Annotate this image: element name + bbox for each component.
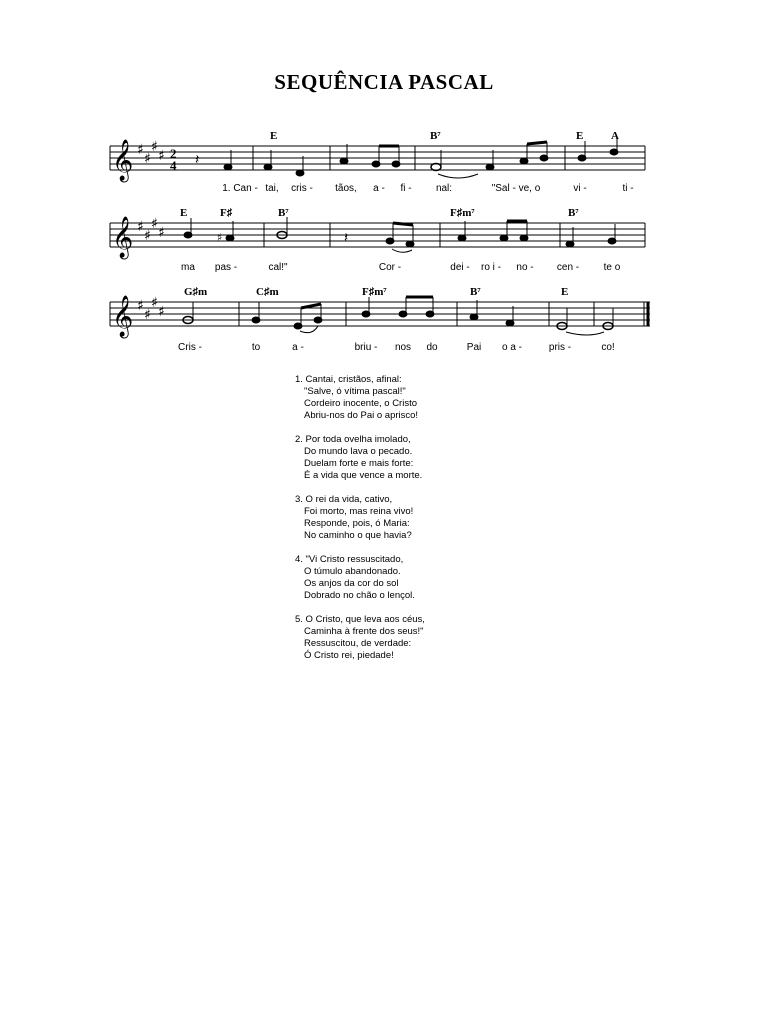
chord-symbol: E [180,207,188,219]
lyric-syllable: tai, [265,183,279,194]
treble-clef-icon: 𝄞 [112,217,134,258]
svg-text:♯: ♯ [151,216,158,232]
lyric-syllable: tãos, [335,183,357,194]
time-sig-bottom: 4 [170,158,177,173]
lyric-syllable: nal: [435,183,453,194]
lyric-syllable: cal!" [268,262,288,273]
chord-symbol: B⁷ [568,207,579,219]
lyric-syllable: Cris - [178,342,202,353]
verse-line: Os anjos da cor do sol [304,578,399,589]
lyric-syllable: nos [394,342,412,353]
notes-system-1 [195,136,618,178]
verse-line: 3. O rei da vida, cativo, [295,494,393,505]
verse-line: Duelam forte e mais forte: [304,458,414,469]
svg-text:♯: ♯ [151,139,158,155]
chord-symbol: B⁷ [430,130,441,142]
verse-line: É a vida que vence a morte. [304,470,423,481]
time-sig-top: 2 [170,146,177,161]
svg-text:𝄽: 𝄽 [344,230,349,246]
svg-text:♯: ♯ [144,228,151,244]
chord-symbol: A [611,130,619,142]
lyric-syllable: to [251,342,261,353]
chord-symbol: E [561,286,569,298]
svg-text:♯: ♯ [158,148,165,164]
lyric-syllable: dei - [450,262,470,273]
lyric-syllable: Cor - [378,262,402,273]
verse-line: "Salve, ó vítima pascal!" [304,386,406,397]
svg-text:♯: ♯ [217,231,223,244]
chord-symbol: C♯m [256,286,279,298]
verse-line: Abriu-nos do Pai o aprisco! [304,410,419,421]
svg-text:♯: ♯ [158,225,165,241]
lyric-syllable: cris - [291,183,313,194]
chord-symbol: E [576,130,584,142]
verse-line: 5. O Cristo, que leva aos céus, [295,614,425,625]
key-signature-icon [137,295,165,323]
lyric-syllable: "Sal - ve, o [491,183,541,194]
stanza-3 [295,494,425,542]
verse-line: Ó Cristo rei, piedade! [304,650,394,661]
treble-clef-icon: 𝄞 [112,140,134,181]
verses-block [295,374,425,674]
svg-text:𝄽: 𝄽 [195,152,200,168]
treble-clef-icon: 𝄞 [112,296,134,337]
verse-line: No caminho o que havia? [304,530,412,541]
music-system-3 [0,284,768,374]
svg-text:♯: ♯ [144,151,151,167]
lyric-syllable: ti - [622,183,634,194]
lyric-syllable: a - [292,342,304,353]
verse-line: Foi morto, mas reina vivo! [304,506,414,517]
chord-symbol: B⁷ [278,207,289,219]
lyric-syllable: fi - [400,183,412,194]
page-title: SEQUÊNCIA PASCAL [274,70,494,94]
verse-line: 1. Cantai, cristãos, afinal: [295,374,402,385]
verse-line: Dobrado no chão o lençol. [304,590,415,601]
lyric-syllable: 1. Can - [222,183,258,194]
verse-line: Ressuscitou, de verdade: [304,638,412,649]
svg-text:♯: ♯ [158,304,165,320]
chord-symbol: F♯m⁷ [362,286,387,298]
lyric-syllable: briu - [354,342,378,353]
lyric-syllable: no - [516,262,534,273]
staff-2 [0,205,768,295]
verse-line: Cordeiro inocente, o Cristo [304,398,417,409]
key-signature-icon [137,216,165,244]
verse-line: O túmulo abandonado. [304,566,401,577]
lyric-syllable: do [426,342,438,353]
lyric-syllable: co! [601,342,615,353]
lyric-syllable: a - [373,183,385,194]
lyric-syllable: ro i - [481,262,501,273]
chord-symbol: B⁷ [470,286,481,298]
stanza-5 [295,614,425,662]
stanza-4 [295,554,425,602]
svg-text:♯: ♯ [151,295,158,311]
lyric-syllable: pris - [548,342,572,353]
lyric-syllable: cen - [556,262,580,273]
svg-text:♯: ♯ [137,142,144,158]
lyric-syllable: ma [181,262,195,273]
svg-text:♯: ♯ [137,298,144,314]
music-system-2 [0,205,768,295]
chord-symbol: G♯m [184,286,208,298]
verse-line: Caminha à frente dos seus!" [304,626,424,637]
verse-line: 2. Por toda ovelha imolado, [295,434,411,445]
svg-text:♯: ♯ [144,307,151,323]
lyric-syllable: Pai [466,342,482,353]
stanza-2 [295,434,425,482]
lyric-syllable: pas - [214,262,238,273]
verse-line: Responde, pois, ó Maria: [304,518,410,529]
lyric-syllable: te o [603,262,621,273]
svg-text:♯: ♯ [137,219,144,235]
chord-symbol: E [270,130,278,142]
lyric-syllable: o a - [501,342,523,353]
lyric-syllable: vi - [573,183,587,194]
verse-line: 4. "Vi Cristo ressuscitado, [295,554,404,565]
key-signature-icon [137,139,165,167]
chord-symbol: F♯ [220,207,233,219]
verse-line: Do mundo lava o pecado. [304,446,413,457]
stanza-1 [295,374,425,422]
chord-symbol: F♯m⁷ [450,207,475,219]
